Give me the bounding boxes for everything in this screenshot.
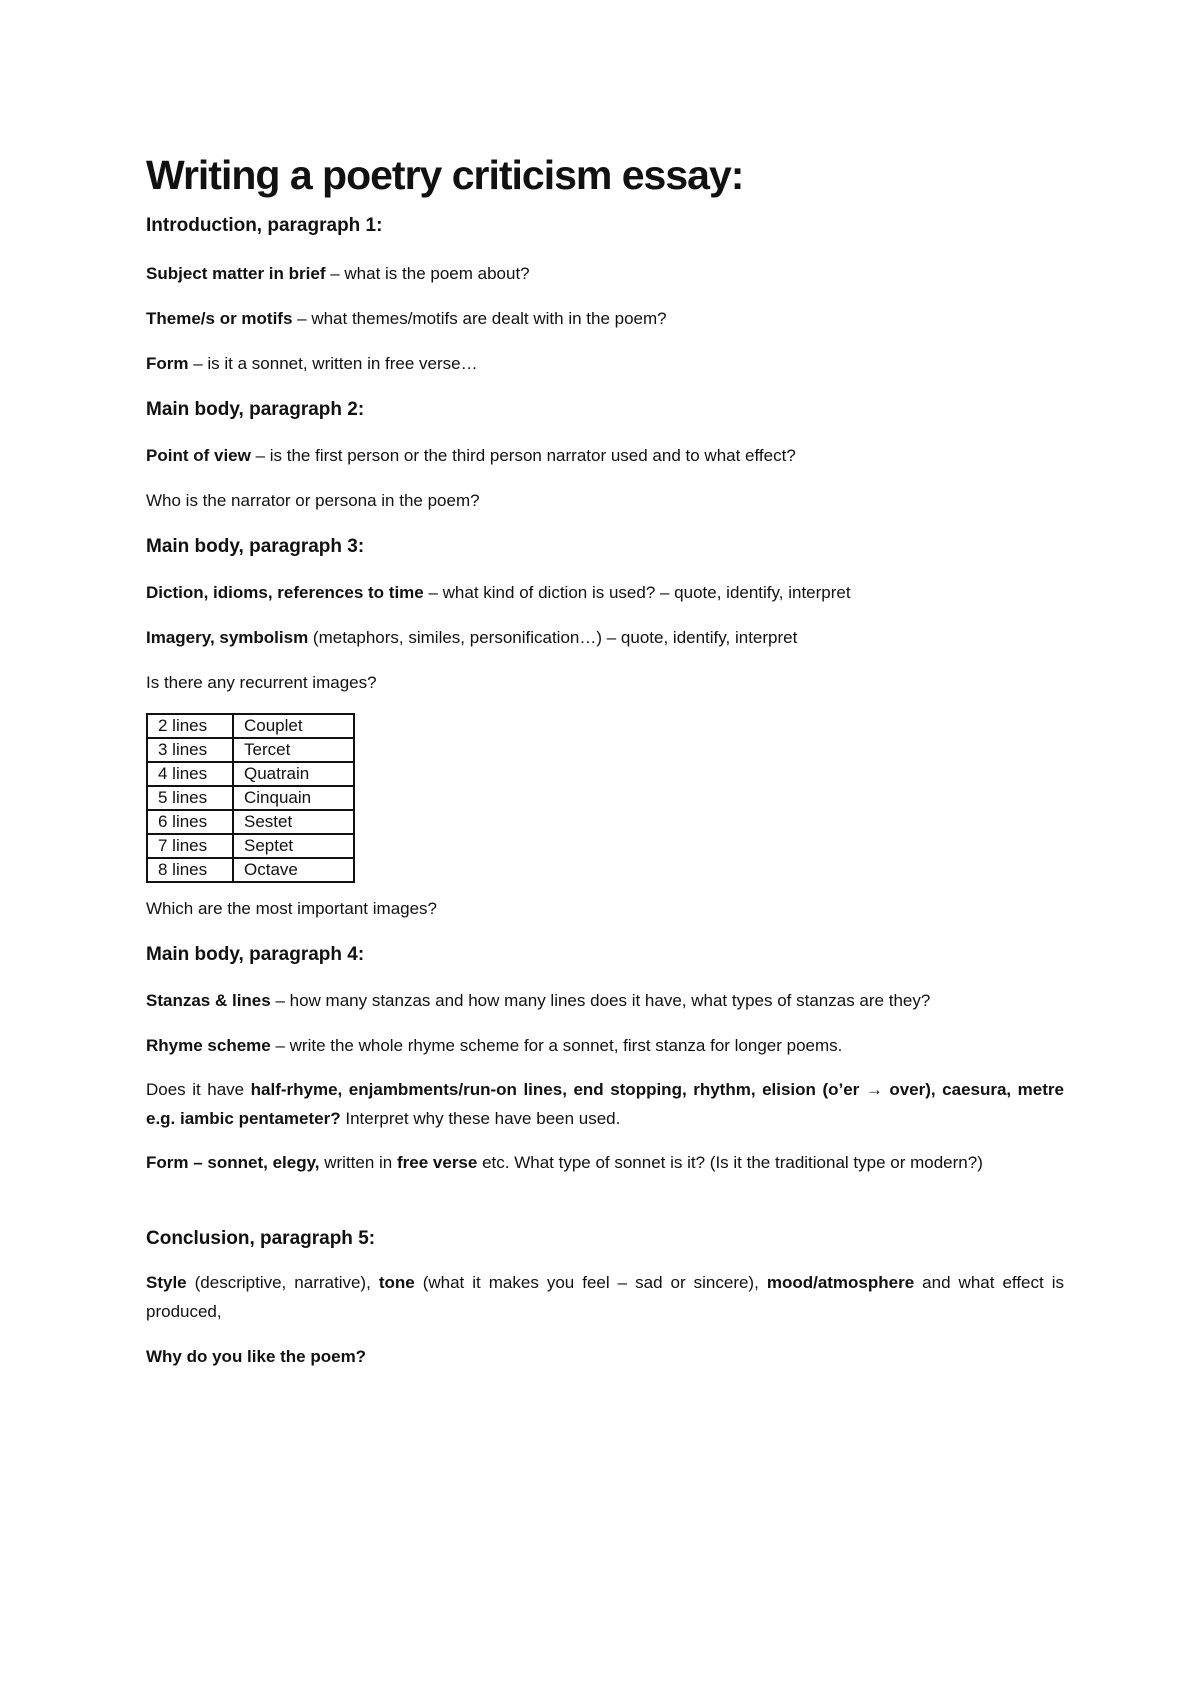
table-cell-stanza-type: Cinquain: [233, 786, 354, 810]
paragraph-form-intro: [146, 349, 1064, 378]
heading-paragraph-3: Main body, paragraph 3:: [146, 536, 365, 557]
text-written-in: written in: [319, 1153, 397, 1172]
term-free-verse: free verse: [397, 1153, 478, 1172]
paragraph-form-body: [146, 1148, 1064, 1177]
text-mood: and what effect is produced,: [146, 1273, 1065, 1321]
paragraph-themes: [146, 304, 1064, 333]
heading-introduction: Introduction, paragraph 1:: [146, 215, 383, 236]
table-cell-stanza-type: Sestet: [233, 810, 354, 834]
text-imagery: (metaphors, similes, personification…) – quote, identify, interpret: [308, 628, 798, 647]
heading-paragraph-2: Main body, paragraph 2:: [146, 399, 365, 420]
paragraph-devices: [146, 1075, 1064, 1133]
paragraph-narrator: Who is the narrator or persona in the poem?: [146, 491, 480, 510]
table-cell-lines: 8 lines: [147, 858, 233, 882]
term-form-intro: Form: [146, 354, 189, 373]
term-subject-matter: Subject matter in brief: [146, 264, 326, 283]
text-form-intro: – is it a sonnet, written in free verse…: [188, 354, 478, 373]
text-point-of-view: – is the first person or the third person narrator used and to what effect?: [250, 446, 796, 465]
paragraph-important-images: Which are the most important images?: [146, 899, 438, 918]
text-style: (descriptive, narrative),: [186, 1273, 379, 1292]
paragraph-subject-matter: [146, 259, 1064, 288]
term-rhyme-scheme: Rhyme scheme: [146, 1036, 271, 1055]
term-imagery: Imagery, symbolism: [146, 628, 309, 647]
paragraph-diction: [146, 578, 1064, 607]
text-subject-matter: – what is the poem about?: [325, 264, 530, 283]
table-row: [147, 738, 354, 762]
page-title: Writing a poetry criticism essay:: [146, 152, 744, 198]
paragraph-style-tone: [146, 1268, 1064, 1326]
text-tone: (what it makes you feel – sad or sincere),: [414, 1273, 767, 1292]
table-row: [147, 762, 354, 786]
paragraph-imagery: [146, 623, 1064, 652]
table-cell-stanza-type: Septet: [233, 834, 354, 858]
text-themes: – what themes/motifs are dealt with in the poem?: [292, 309, 667, 328]
table-row: [147, 714, 354, 738]
table-row: [147, 786, 354, 810]
term-stanzas-lines: Stanzas & lines: [146, 991, 271, 1010]
term-diction: Diction, idioms, references to time: [146, 583, 424, 602]
term-why-like: Why do you like the poem?: [146, 1347, 367, 1366]
term-tone: tone: [378, 1273, 415, 1292]
paragraph-rhyme-scheme: [146, 1031, 1064, 1060]
heading-paragraph-4: Main body, paragraph 4:: [146, 944, 365, 965]
paragraph-point-of-view: [146, 441, 1064, 470]
text-diction: – what kind of diction is used? – quote, identify, interpret: [423, 583, 851, 602]
table-row: [147, 834, 354, 858]
table-cell-lines: 3 lines: [147, 738, 233, 762]
table-cell-lines: 2 lines: [147, 714, 233, 738]
table-cell-lines: 4 lines: [147, 762, 233, 786]
heading-conclusion: Conclusion, paragraph 5:: [146, 1228, 376, 1249]
term-point-of-view: Point of view: [146, 446, 251, 465]
paragraph-why-like: [146, 1342, 1064, 1371]
text-devices-intro: Does it have: [146, 1080, 251, 1099]
text-rhyme-scheme: – write the whole rhyme scheme for a sonnet, first stanza for longer poems.: [270, 1036, 843, 1055]
table-cell-lines: 7 lines: [147, 834, 233, 858]
term-mood: mood/atmosphere: [766, 1273, 915, 1292]
stanza-lines-table: [146, 713, 355, 883]
table-cell-stanza-type: Quatrain: [233, 762, 354, 786]
table-cell-stanza-type: Octave: [233, 858, 354, 882]
term-devices: half-rhyme, enjambments/run-on lines, end stopping, rhythm, elision (o’er → over), caesura, metre e.g. iambic pentameter?: [146, 1080, 1064, 1128]
table-cell-lines: 5 lines: [147, 786, 233, 810]
text-stanzas-lines: – how many stanzas and how many lines does it have, what types of stanzas are they?: [270, 991, 931, 1010]
term-themes: Theme/s or motifs: [146, 309, 293, 328]
table-cell-stanza-type: Couplet: [233, 714, 354, 738]
table-cell-lines: 6 lines: [147, 810, 233, 834]
table-cell-stanza-type: Tercet: [233, 738, 354, 762]
text-devices-interpret: Interpret why these have been used.: [340, 1109, 621, 1128]
paragraph-recurrent-images: Is there any recurrent images?: [146, 673, 377, 692]
paragraph-stanzas-lines: [146, 986, 1064, 1015]
table-row: [147, 858, 354, 882]
term-style: Style: [146, 1273, 187, 1292]
term-form-sonnet-elegy: Form – sonnet, elegy,: [146, 1153, 320, 1172]
text-sonnet-type: etc. What type of sonnet is it? (Is it the traditional type or modern?): [477, 1153, 983, 1172]
table-row: [147, 810, 354, 834]
